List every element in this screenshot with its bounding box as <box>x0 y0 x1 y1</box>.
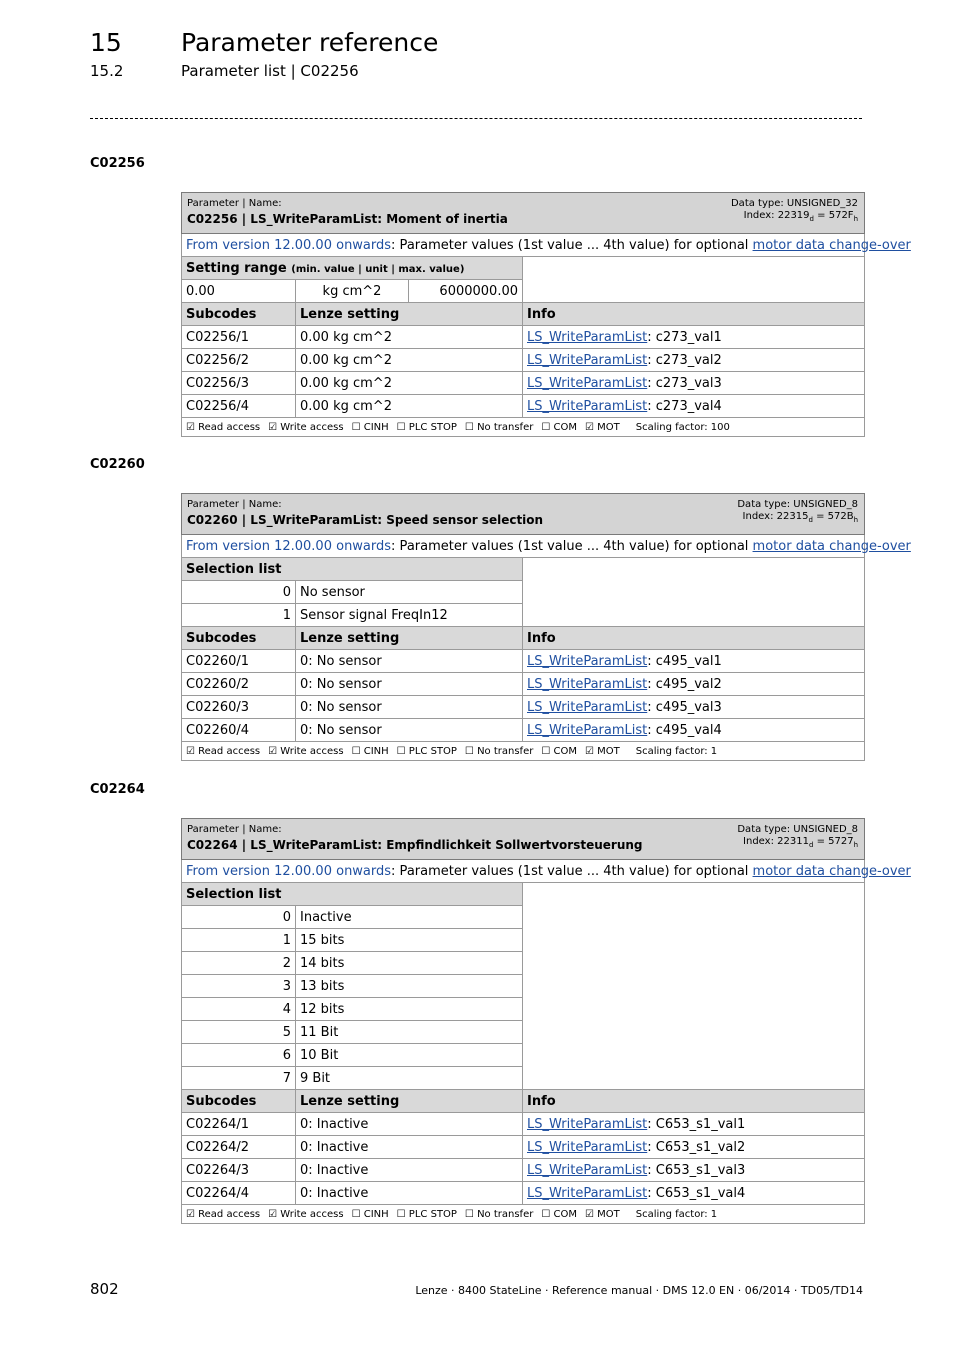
info-link[interactable]: LS_WriteParamList <box>527 398 648 414</box>
subcodes-header: Subcodes <box>182 303 296 326</box>
table-row: C02264/3 0: Inactive LS_WriteParamList: C653_s1_val3 <box>182 1159 865 1182</box>
table-row: C02264/2 0: Inactive LS_WriteParamList: C653_s1_val2 <box>182 1136 865 1159</box>
selection-item: 6 10 Bit <box>182 1044 865 1067</box>
chapter-number: 15 <box>90 28 122 57</box>
section-title: Parameter list | C02256 <box>181 62 359 80</box>
info-link[interactable]: LS_WriteParamList <box>527 1162 648 1178</box>
selection-item: 1 Sensor signal FreqIn12 <box>182 604 865 627</box>
table-row: C02256/2 0.00 kg cm^2 LS_WriteParamList: c273_val2 <box>182 349 865 372</box>
section-number: 15.2 <box>90 62 124 80</box>
info-header: Info <box>523 1090 865 1113</box>
page-number: 802 <box>90 1280 119 1298</box>
param-table-c02264 <box>181 818 911 1224</box>
range-max: 6000000.00 <box>409 280 523 303</box>
data-type: Data type: UNSIGNED_32 <box>730 198 858 209</box>
selection-item: 5 11 Bit <box>182 1021 865 1044</box>
selection-item: 7 9 Bit <box>182 1067 865 1090</box>
param-name-label: Parameter | Name: <box>187 499 282 510</box>
version-link[interactable]: From version 12.00.00 onwards <box>186 863 392 879</box>
motor-data-link[interactable]: motor data change-over <box>752 538 911 554</box>
info-header: Info <box>523 627 865 650</box>
scaling-factor: Scaling factor: 1 <box>635 745 718 757</box>
table-row: C02260/3 0: No sensor LS_WriteParamList: c495_val3 <box>182 696 865 719</box>
info-link[interactable]: LS_WriteParamList <box>527 329 648 345</box>
info-link[interactable]: LS_WriteParamList <box>527 352 648 368</box>
param-index: Index: $22319_d = 572F_h$ <box>743 210 858 223</box>
info-link[interactable]: LS_WriteParamList <box>527 699 648 715</box>
selection-list-header: Selection list <box>182 883 523 906</box>
param-description: From version 12.00.00 onwards: Parameter values (1st value ... 4th value) for optional motor data change-over <box>182 860 865 883</box>
scaling-factor: Scaling factor: 100 <box>635 421 730 433</box>
range-min: 0.00 <box>182 280 296 303</box>
selection-item: 4 12 bits <box>182 998 865 1021</box>
param-index: Index: $22311_d = 5727_h$ <box>743 836 859 849</box>
info-link[interactable]: LS_WriteParamList <box>527 375 648 391</box>
selection-item: 2 14 bits <box>182 952 865 975</box>
param-header <box>182 193 864 233</box>
param-index: Index: $22315_d = 572B_h$ <box>742 511 859 524</box>
table-row: C02256/1 0.00 kg cm^2 LS_WriteParamList: c273_val1 <box>182 326 865 349</box>
section-label-c02256: C02256 <box>90 156 145 171</box>
scaling-factor: Scaling factor: 1 <box>635 1208 718 1220</box>
motor-data-link[interactable]: motor data change-over <box>752 237 911 253</box>
info-link[interactable]: LS_WriteParamList <box>527 1185 648 1201</box>
param-name-label: Parameter | Name: <box>187 824 282 835</box>
param-header <box>182 494 864 534</box>
info-link[interactable]: LS_WriteParamList <box>527 653 648 669</box>
param-table-c02260 <box>181 493 911 761</box>
header-divider <box>90 118 862 119</box>
motor-data-link[interactable]: motor data change-over <box>752 863 911 879</box>
param-name: C02260 | LS_WriteParamList: Speed sensor selection <box>187 513 544 527</box>
data-type: Data type: UNSIGNED_8 <box>737 499 859 510</box>
setting-range-header: Setting range (min. value | unit | max. value) <box>182 257 523 280</box>
info-link[interactable]: LS_WriteParamList <box>527 722 648 738</box>
section-label-c02264: C02264 <box>90 782 145 797</box>
table-row: C02256/4 0.00 kg cm^2 LS_WriteParamList: c273_val4 <box>182 395 865 418</box>
param-name: C02256 | LS_WriteParamList: Moment of inertia <box>187 212 508 226</box>
data-type: Data type: UNSIGNED_8 <box>737 824 859 835</box>
table-row: C02264/4 0: Inactive LS_WriteParamList: C653_s1_val4 <box>182 1182 865 1205</box>
range-unit: kg cm^2 <box>296 280 409 303</box>
selection-item: 0 No sensor <box>182 581 865 604</box>
info-header: Info <box>523 303 865 326</box>
lenze-setting-header: Lenze setting <box>296 303 523 326</box>
version-link[interactable]: From version 12.00.00 onwards <box>186 538 392 554</box>
chapter-title: Parameter reference <box>181 28 439 57</box>
access-flags: ☑ Read access ☑ Write access ☐ CINH ☐ PLC STOP ☐ No transfer ☐ COM ☑ MOT Scaling factor: 1 <box>182 1205 865 1224</box>
lenze-setting-header: Lenze setting <box>296 1090 523 1113</box>
param-table-c02256 <box>181 192 911 437</box>
param-description: From version 12.00.00 onwards: Parameter values (1st value ... 4th value) for optional motor data change-over <box>182 535 865 558</box>
lenze-setting-header: Lenze setting <box>296 627 523 650</box>
subcodes-header: Subcodes <box>182 627 296 650</box>
selection-list-header: Selection list <box>182 558 523 581</box>
version-link[interactable]: From version 12.00.00 onwards <box>186 237 392 253</box>
table-row: C02260/4 0: No sensor LS_WriteParamList: c495_val4 <box>182 719 865 742</box>
footer-text: Lenze · 8400 StateLine · Reference manual · DMS 12.0 EN · 06/2014 · TD05/TD14 <box>415 1284 863 1297</box>
selection-item: 0 Inactive <box>182 906 865 929</box>
access-flags: ☑ Read access ☑ Write access ☐ CINH ☐ PLC STOP ☐ No transfer ☐ COM ☑ MOT Scaling factor: 100 <box>182 418 865 437</box>
table-row: C02264/1 0: Inactive LS_WriteParamList: C653_s1_val1 <box>182 1113 865 1136</box>
subcodes-header: Subcodes <box>182 1090 296 1113</box>
param-name: C02264 | LS_WriteParamList: Empfindlichkeit Sollwertvorsteuerung <box>187 838 643 852</box>
info-link[interactable]: LS_WriteParamList <box>527 1116 648 1132</box>
selection-item: 3 13 bits <box>182 975 865 998</box>
table-row: C02260/2 0: No sensor LS_WriteParamList: c495_val2 <box>182 673 865 696</box>
param-name-label: Parameter | Name: <box>187 198 282 209</box>
param-description: From version 12.00.00 onwards: Parameter values (1st value ... 4th value) for optional motor data change-over <box>182 234 865 257</box>
info-link[interactable]: LS_WriteParamList <box>527 1139 648 1155</box>
access-flags: ☑ Read access ☑ Write access ☐ CINH ☐ PLC STOP ☐ No transfer ☐ COM ☑ MOT Scaling factor: 1 <box>182 742 865 761</box>
selection-item: 1 15 bits <box>182 929 865 952</box>
table-row: C02260/1 0: No sensor LS_WriteParamList: c495_val1 <box>182 650 865 673</box>
param-header <box>182 819 864 859</box>
table-row: C02256/3 0.00 kg cm^2 LS_WriteParamList: c273_val3 <box>182 372 865 395</box>
section-label-c02260: C02260 <box>90 457 145 472</box>
info-link[interactable]: LS_WriteParamList <box>527 676 648 692</box>
